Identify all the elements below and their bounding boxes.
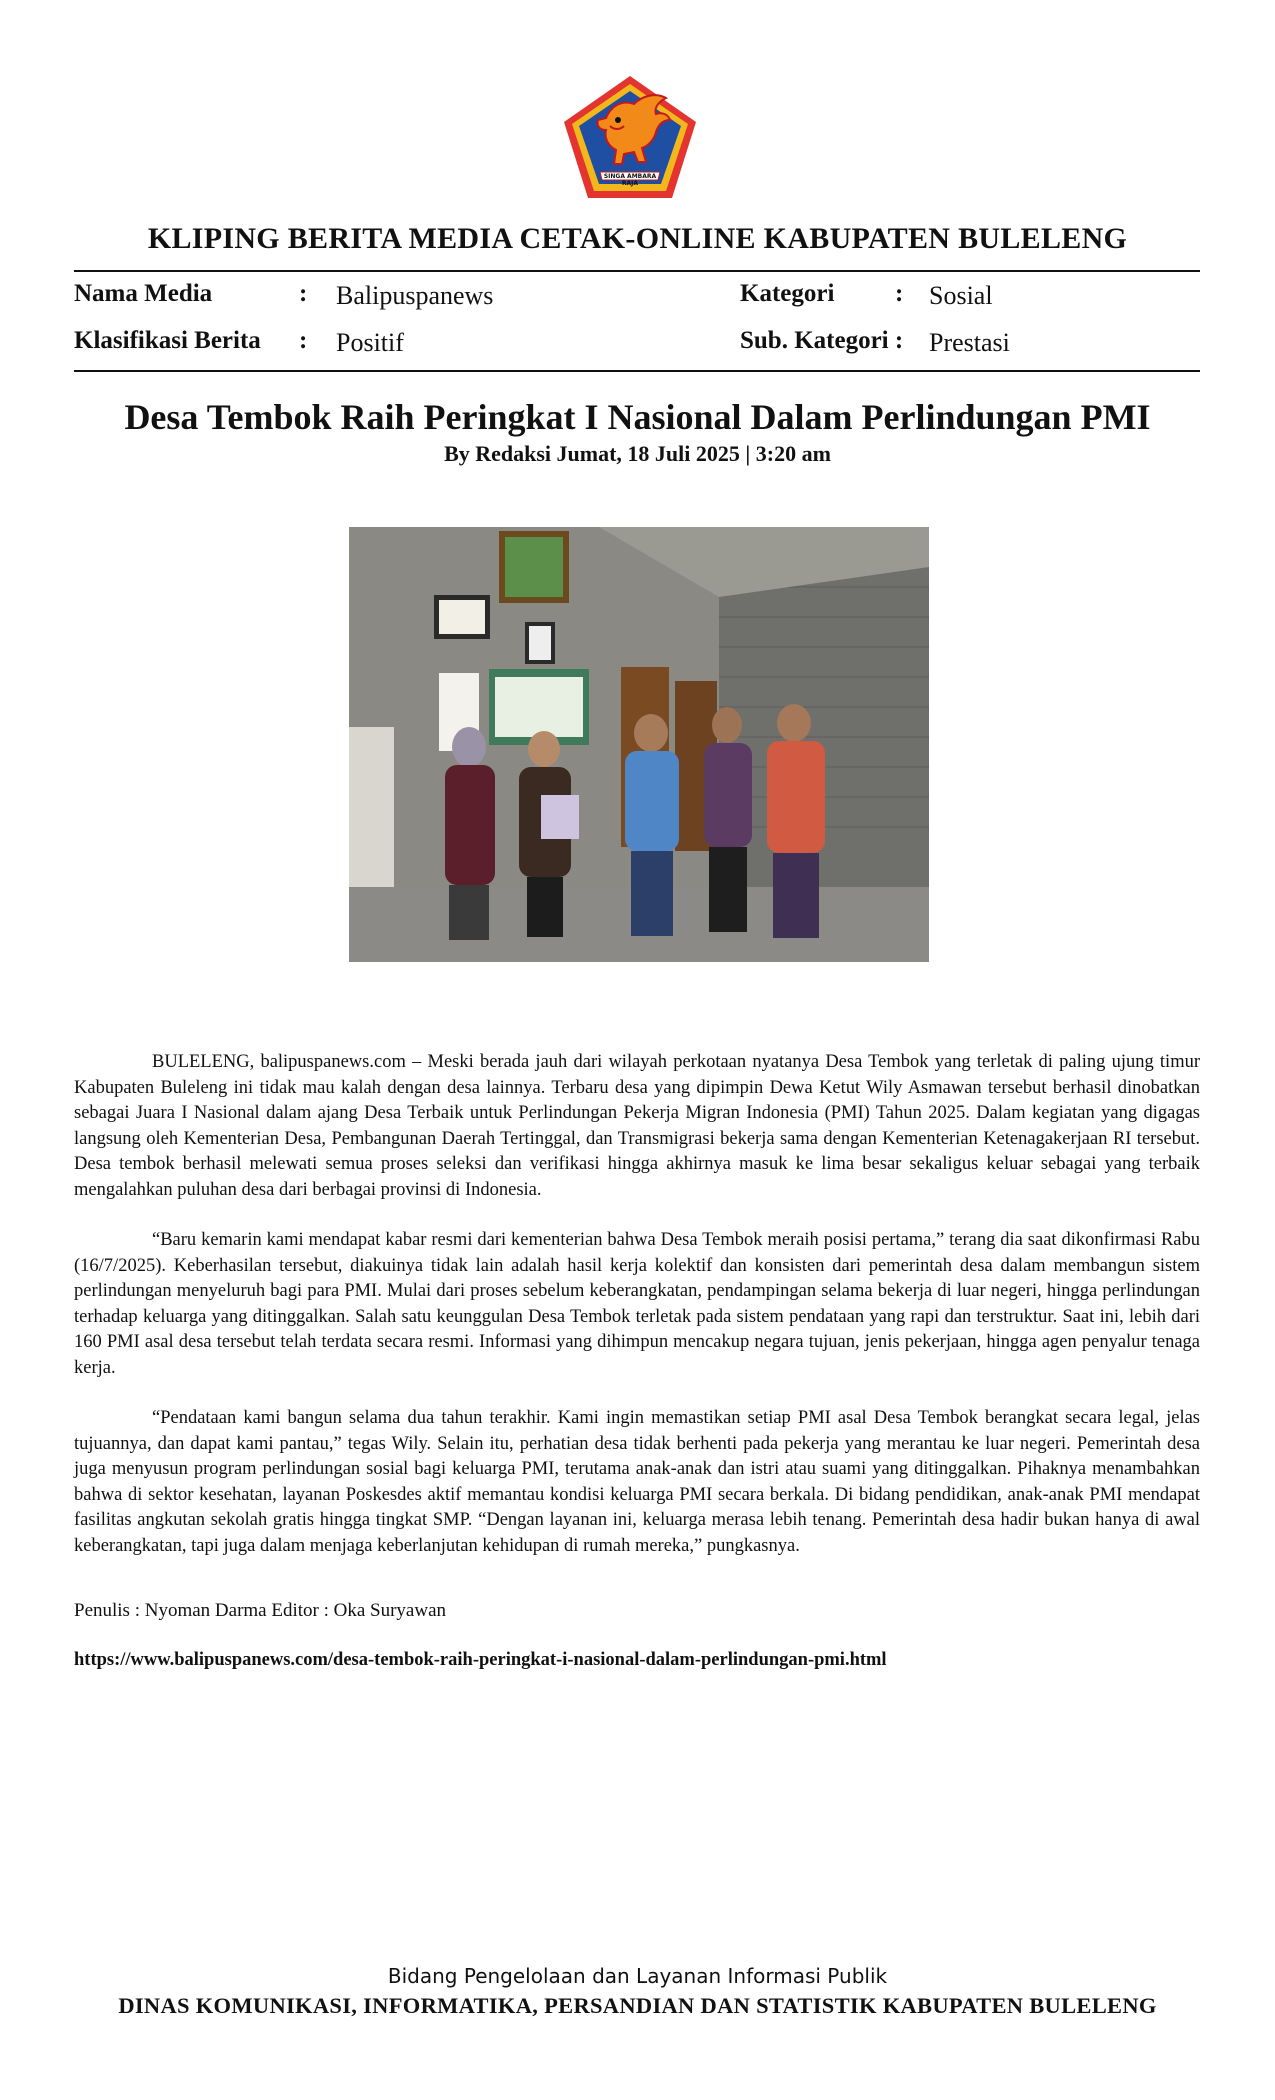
kategori-label: Kategori — [740, 280, 835, 307]
klasifikasi-colon: : — [299, 327, 308, 354]
article-paragraph-3: “Pendataan kami bangun selama dua tahun terakhir. Kami ingin memastikan setiap PMI asal Desa Tembok berangkat secara legal, jelas tujuannya, dan dapat kami pantau,” tegas Wily. Selain itu, perhatian desa tidak berhenti pada pekerja yang merantau ke luar negeri. Pemerintah desa juga menyusun program perlindungan sosial bagi keluarga PMI, terutama anak-anak dan istri atau suami yang ditinggalkan. Pihaknya menambahkan bahwa di sektor kesehatan, layanan Poskesdes aktif memantau kondisi keluarga PMI secara berkala. Di bidang pendidikan, anak-anak PMI mendapat fasilitas angkutan sekolah gratis hingga tingkat SMP. “Dengan layanan ini, keluarga merasa lebih tenang. Pemerintah desa hadir bukan hanya di awal keberangkatan, tapi juga dalam menjaga keberlanjutan kehidupan di rumah mereka,” pungkasnya. — [74, 1408, 1200, 1556]
footer-department: Bidang Pengelolaan dan Layanan Informasi Publik — [387, 1964, 888, 1988]
emblem-caption: SINGA AMBARA RAJA — [603, 173, 657, 187]
article-paragraph-2: “Baru kemarin kami mendapat kabar resmi dari kementerian bahwa Desa Tembok meraih posisi pertama,” terang dia saat dikonfirmasi Rabu (16/7/2025). Keberhasilan tersebut, diakuinya tidak lain adalah hasil kerja kolektif dan konsisten dari pemerintah desa dalam membangun sistem perlindungan menyeluruh bagi para PMI. Mulai dari proses sebelum keberangkatan, pendampingan selama bekerja di luar negeri, hingga perlindungan terhadap keluarga yang ditinggalkan. Salah satu keunggulan Desa Tembok terletak pada sistem pendataan yang rapi dan terstruktur. Saat ini, lebih dari 160 PMI asal desa tersebut telah terdata secara resmi. Informasi yang dihimpun mencakup negara tujuan, jenis pekerjaan, hingga agen penyalur tenaga kerja. — [74, 1230, 1200, 1378]
title-divider — [74, 270, 1200, 272]
article-headline: Desa Tembok Raih Peringkat I Nasional Dalam Perlindungan PMI — [124, 397, 1151, 437]
nama-media-label: Nama Media — [74, 280, 213, 307]
article-byline: By Redaksi Jumat, 18 Juli 2025 | 3:20 am — [444, 441, 831, 466]
article-credits: Penulis : Nyoman Darma Editor : Oka Suryawan — [74, 1600, 447, 1621]
sub-kategori-label: Sub. Kategori : — [740, 327, 904, 354]
klasifikasi-value: Positif — [336, 328, 404, 357]
klasifikasi-label: Klasifikasi Berita — [74, 327, 261, 354]
kategori-value: Sosial — [929, 281, 993, 310]
singa-ambara-raja-emblem-icon — [562, 74, 698, 200]
meta-divider — [74, 370, 1200, 372]
article-body — [74, 1050, 1200, 1584]
document-title: KLIPING BERITA MEDIA CETAK-ONLINE KABUPATEN BULELENG — [147, 222, 1128, 255]
sub-kategori-value: Prestasi — [929, 328, 1010, 357]
nama-media-colon: : — [299, 280, 308, 307]
source-url-link[interactable]: https://www.balipuspanews.com/desa-tembok-raih-peringkat-i-nasional-dalam-perlindungan-pmi.html — [74, 1650, 887, 1670]
article-photo — [349, 527, 929, 962]
footer-agency: DINAS KOMUNIKASI, INFORMATIKA, PERSANDIAN DAN STATISTIK KABUPATEN BULELENG — [118, 1993, 1157, 2018]
kategori-colon: : — [895, 280, 904, 307]
nama-media-value: Balipuspanews — [336, 281, 494, 310]
article-paragraph-1: BULELENG, balipuspanews.com – Meski berada jauh dari wilayah perkotaan nyatanya Desa Tembok yang terletak di paling ujung timur Kabupaten Buleleng ini tidak mau kalah dengan desa lainnya. Terbaru desa yang dipimpin Dewa Ketut Wily Asmawan tersebut berhasil dinobatkan sebagai Juara I Nasional dalam ajang Desa Terbaik untuk Perlindungan Pekerja Migran Indonesia (PMI) Tahun 2025. Dalam kegiatan yang digagas langsung oleh Kementerian Desa, Pembangunan Daerah Tertinggal, dan Transmigrasi bekerja sama dengan Kementerian Ketenagakerjaan RI tersebut. Desa tembok berhasil melewati semua proses seleksi dan verifikasi hingga akhirnya masuk ke lima besar sekaligus keluar sebagai yang terbaik mengalahkan puluhan desa dari berbagai provinsi di Indonesia. — [74, 1052, 1200, 1200]
